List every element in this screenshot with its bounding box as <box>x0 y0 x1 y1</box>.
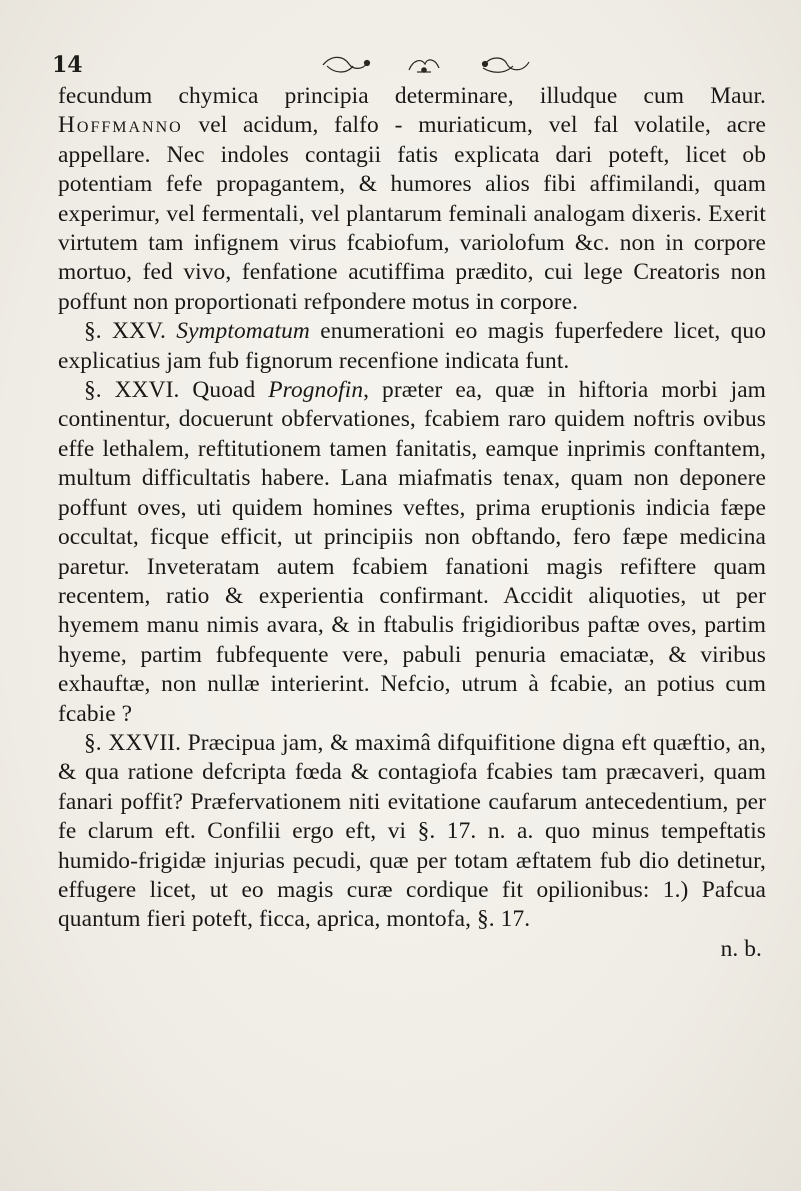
catchword: n. b. <box>720 935 762 962</box>
section-number: §. XXVII. <box>84 729 182 756</box>
paragraph-section-25: §. XXV. Symptomatum enumerationi eo magis fuperfedere licet, quo explicatius jam fub fignorum recenfione indicata funt. <box>58 318 766 374</box>
section-number: §. XXV. <box>84 318 166 345</box>
page-header <box>52 52 752 82</box>
paragraph-continuation: fecundum chymica principia determinare, illudque cum Maur. Hoffmanno vel acidum, falfo - muriaticum, vel fal volatile, acre appellare. Nec indoles contagii fatis explicata dari poteft, licet ob potentiam fefe propagantem, & humores alios fibi affimilandi, quam experimur, vel fermentali, vel plantarum feminali analogam dixeris. Exerit virtutem tam infignem virus fcabiofum, variolofum &c. non in corpore mortuo, fed vivo, fenfatione acutiffima prædito, cui lege Creatoris non poffunt non proportionati refpondere motus in corpore. <box>58 83 766 315</box>
section-number: §. XXVI. <box>84 377 180 404</box>
printer-ornament-icon <box>317 52 537 78</box>
author-name: Hoffmanno <box>58 112 183 139</box>
latin-treatise-text <box>58 82 766 964</box>
paragraph-section-26: §. XXVI. Quoad Prognofin, præter ea, quæ in hiftoria morbi jam continentur, docuerunt obfervationes, fcabiem raro quidem noftris ovibus effe lethalem, reftitutionem tamen fanitatis, eamque inprimis conftantem, multum difficultatis habere. Lana miafmatis tenax, quam non deponere poffunt oves, uti quidem homines veftes, prima eruptionis indicia fæpe occultat, ficque efficit, ut principiis non obftando, fero fæpe medicina paretur. Inveteratam autem fcabiem fanationi magis refiftere quam recentem, ratio & experientia confirmant. Accidit aliquoties, ut per hyemem manu nimis avara, & in ftabulis frigidioribus paftæ oves, partim hyeme, partim fubfequente vere, pabuli penuria emaciatæ, & viribus exhauftæ, non nullæ interierint. Nefcio, utrum à fcabie, an potius cum fcabie ? <box>58 377 766 727</box>
page-number: 14 <box>52 52 83 78</box>
paragraph-section-27: §. XXVII. Præcipua jam, & maximâ difquifitione digna eft quæftio, an, & qua ratione defcripta fœda & contagiofa fcabies tam præcaveri, quam fanari poffit? Præfervationem niti evitatione caufarum antecedentium, per fe clarum eft. Confilii ergo eft, vi §. 17. n. a. quo minus tempeftatis humido-frigidæ injurias pecudi, quæ per totam æftatem fub dio detinetur, effugere licet, ut eo magis curæ cordique fit opilionibus: 1.) Pafcua quantum fieri poteft, ficca, aprica, montofa, §. 17. <box>58 729 766 933</box>
